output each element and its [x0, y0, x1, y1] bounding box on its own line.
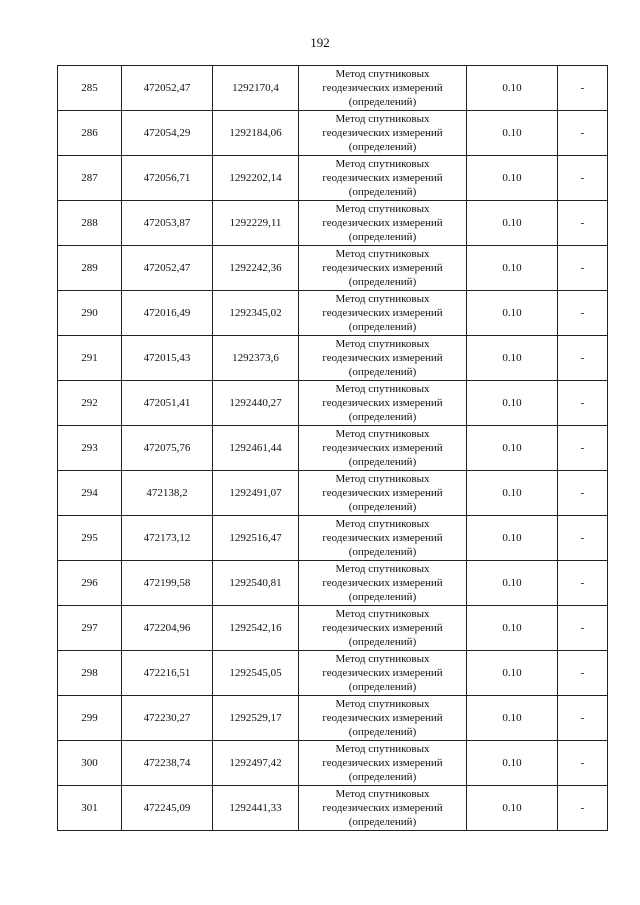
y-coordinate-cell: 1292497,42 [213, 741, 299, 786]
note-cell: - [558, 336, 608, 381]
note-cell: - [558, 426, 608, 471]
table-row [58, 156, 608, 201]
method-line: Метод спутниковых [335, 653, 430, 665]
y-coordinate-cell: 1292545,05 [213, 651, 299, 696]
table-row [58, 246, 608, 291]
note-cell: - [558, 741, 608, 786]
point-number-cell: 296 [58, 561, 122, 606]
accuracy-cell: 0.10 [467, 426, 558, 471]
method-cell [299, 381, 467, 426]
y-coordinate-cell: 1292461,44 [213, 426, 299, 471]
x-coordinate-cell: 472016,49 [122, 291, 213, 336]
x-coordinate-cell: 472051,41 [122, 381, 213, 426]
point-number-cell: 292 [58, 381, 122, 426]
note-cell: - [558, 651, 608, 696]
method-line: Метод спутниковых [335, 158, 430, 170]
point-number-cell: 299 [58, 696, 122, 741]
note-cell: - [558, 696, 608, 741]
y-coordinate-cell: 1292440,27 [213, 381, 299, 426]
x-coordinate-cell: 472204,96 [122, 606, 213, 651]
table-row [58, 381, 608, 426]
method-cell [299, 471, 467, 516]
method-line: Метод спутниковых [335, 203, 430, 215]
method-line: Метод спутниковых [335, 428, 430, 440]
accuracy-cell: 0.10 [467, 336, 558, 381]
accuracy-cell: 0.10 [467, 786, 558, 831]
method-line: (определений) [348, 96, 417, 108]
y-coordinate-cell: 1292170,4 [213, 66, 299, 111]
point-number-cell: 288 [58, 201, 122, 246]
note-cell: - [558, 561, 608, 606]
method-line: геодезических измерений [322, 667, 443, 679]
table-row [58, 606, 608, 651]
y-coordinate-cell: 1292491,07 [213, 471, 299, 516]
method-line: геодезических измерений [322, 622, 443, 634]
y-coordinate-cell: 1292345,02 [213, 291, 299, 336]
accuracy-cell: 0.10 [467, 696, 558, 741]
method-line: Метод спутниковых [335, 608, 430, 620]
accuracy-cell: 0.10 [467, 516, 558, 561]
method-line: геодезических измерений [322, 352, 443, 364]
note-cell: - [558, 381, 608, 426]
point-number-cell: 287 [58, 156, 122, 201]
accuracy-cell: 0.10 [467, 606, 558, 651]
method-line: геодезических измерений [322, 577, 443, 589]
point-number-cell: 294 [58, 471, 122, 516]
y-coordinate-cell: 1292373,6 [213, 336, 299, 381]
method-line: Метод спутниковых [335, 113, 430, 125]
method-line: Метод спутниковых [335, 563, 430, 575]
method-line: (определений) [348, 411, 417, 423]
method-cell [299, 561, 467, 606]
x-coordinate-cell: 472230,27 [122, 696, 213, 741]
x-coordinate-cell: 472053,87 [122, 201, 213, 246]
point-number-cell: 300 [58, 741, 122, 786]
accuracy-cell: 0.10 [467, 201, 558, 246]
y-coordinate-cell: 1292202,14 [213, 156, 299, 201]
method-cell [299, 246, 467, 291]
x-coordinate-cell: 472245,09 [122, 786, 213, 831]
point-number-cell: 301 [58, 786, 122, 831]
point-number-cell: 293 [58, 426, 122, 471]
y-coordinate-cell: 1292229,11 [213, 201, 299, 246]
table-row [58, 561, 608, 606]
method-cell [299, 291, 467, 336]
method-line: Метод спутниковых [335, 383, 430, 395]
x-coordinate-cell: 472075,76 [122, 426, 213, 471]
point-number-cell: 290 [58, 291, 122, 336]
method-cell [299, 786, 467, 831]
y-coordinate-cell: 1292529,17 [213, 696, 299, 741]
y-coordinate-cell: 1292540,81 [213, 561, 299, 606]
table-row [58, 741, 608, 786]
point-number-cell: 289 [58, 246, 122, 291]
method-cell [299, 426, 467, 471]
y-coordinate-cell: 1292542,16 [213, 606, 299, 651]
table-row [58, 111, 608, 156]
method-cell [299, 156, 467, 201]
method-line: геодезических измерений [322, 532, 443, 544]
note-cell: - [558, 291, 608, 336]
accuracy-cell: 0.10 [467, 156, 558, 201]
note-cell: - [558, 201, 608, 246]
method-line: Метод спутниковых [335, 248, 430, 260]
table-body [58, 66, 608, 831]
table-row [58, 696, 608, 741]
method-cell [299, 66, 467, 111]
method-line: Метод спутниковых [335, 518, 430, 530]
method-line: (определений) [348, 456, 417, 468]
table-row [58, 201, 608, 246]
method-cell [299, 651, 467, 696]
method-line: (определений) [348, 231, 417, 243]
method-line: (определений) [348, 366, 417, 378]
method-line: (определений) [348, 771, 417, 783]
x-coordinate-cell: 472052,47 [122, 66, 213, 111]
method-line: (определений) [348, 276, 417, 288]
method-line: (определений) [348, 636, 417, 648]
note-cell: - [558, 516, 608, 561]
method-cell [299, 606, 467, 651]
note-cell: - [558, 471, 608, 516]
point-number-cell: 295 [58, 516, 122, 561]
y-coordinate-cell: 1292242,36 [213, 246, 299, 291]
note-cell: - [558, 246, 608, 291]
y-coordinate-cell: 1292441,33 [213, 786, 299, 831]
method-line: (определений) [348, 681, 417, 693]
accuracy-cell: 0.10 [467, 741, 558, 786]
method-line: (определений) [348, 141, 417, 153]
method-line: (определений) [348, 186, 417, 198]
x-coordinate-cell: 472054,29 [122, 111, 213, 156]
method-line: геодезических измерений [322, 307, 443, 319]
x-coordinate-cell: 472216,51 [122, 651, 213, 696]
method-cell [299, 741, 467, 786]
method-cell [299, 336, 467, 381]
note-cell: - [558, 606, 608, 651]
note-cell: - [558, 786, 608, 831]
accuracy-cell: 0.10 [467, 381, 558, 426]
table-row [58, 66, 608, 111]
point-number-cell: 285 [58, 66, 122, 111]
point-number-cell: 298 [58, 651, 122, 696]
method-line: геодезических измерений [322, 262, 443, 274]
method-line: (определений) [348, 816, 417, 828]
method-line: геодезических измерений [322, 757, 443, 769]
method-line: Метод спутниковых [335, 68, 430, 80]
x-coordinate-cell: 472199,58 [122, 561, 213, 606]
method-line: геодезических измерений [322, 487, 443, 499]
accuracy-cell: 0.10 [467, 66, 558, 111]
table-row [58, 786, 608, 831]
accuracy-cell: 0.10 [467, 651, 558, 696]
method-cell [299, 696, 467, 741]
accuracy-cell: 0.10 [467, 471, 558, 516]
method-line: Метод спутниковых [335, 698, 430, 710]
method-line: Метод спутниковых [335, 293, 430, 305]
note-cell: - [558, 111, 608, 156]
table-row [58, 471, 608, 516]
method-cell [299, 201, 467, 246]
method-line: геодезических измерений [322, 802, 443, 814]
method-line: (определений) [348, 321, 417, 333]
method-line: (определений) [348, 726, 417, 738]
page-number: 192 [310, 35, 330, 50]
method-line: (определений) [348, 501, 417, 513]
x-coordinate-cell: 472015,43 [122, 336, 213, 381]
table-row [58, 651, 608, 696]
method-line: геодезических измерений [322, 397, 443, 409]
method-line: Метод спутниковых [335, 743, 430, 755]
point-number-cell: 297 [58, 606, 122, 651]
method-line: геодезических измерений [322, 172, 443, 184]
x-coordinate-cell: 472056,71 [122, 156, 213, 201]
method-line: геодезических измерений [322, 217, 443, 229]
method-cell [299, 516, 467, 561]
method-line: (определений) [348, 546, 417, 558]
method-line: Метод спутниковых [335, 473, 430, 485]
method-line: геодезических измерений [322, 127, 443, 139]
y-coordinate-cell: 1292516,47 [213, 516, 299, 561]
x-coordinate-cell: 472238,74 [122, 741, 213, 786]
note-cell: - [558, 66, 608, 111]
point-number-cell: 286 [58, 111, 122, 156]
method-line: геодезических измерений [322, 82, 443, 94]
accuracy-cell: 0.10 [467, 291, 558, 336]
method-line: геодезических измерений [322, 712, 443, 724]
table-row [58, 516, 608, 561]
method-line: (определений) [348, 591, 417, 603]
method-line: Метод спутниковых [335, 788, 430, 800]
note-cell: - [558, 156, 608, 201]
table-row [58, 291, 608, 336]
x-coordinate-cell: 472052,47 [122, 246, 213, 291]
table-row [58, 336, 608, 381]
accuracy-cell: 0.10 [467, 246, 558, 291]
accuracy-cell: 0.10 [467, 111, 558, 156]
x-coordinate-cell: 472173,12 [122, 516, 213, 561]
method-line: геодезических измерений [322, 442, 443, 454]
x-coordinate-cell: 472138,2 [122, 471, 213, 516]
coordinates-table [57, 65, 608, 831]
accuracy-cell: 0.10 [467, 561, 558, 606]
y-coordinate-cell: 1292184,06 [213, 111, 299, 156]
method-line: Метод спутниковых [335, 338, 430, 350]
table-row [58, 426, 608, 471]
method-cell [299, 111, 467, 156]
point-number-cell: 291 [58, 336, 122, 381]
